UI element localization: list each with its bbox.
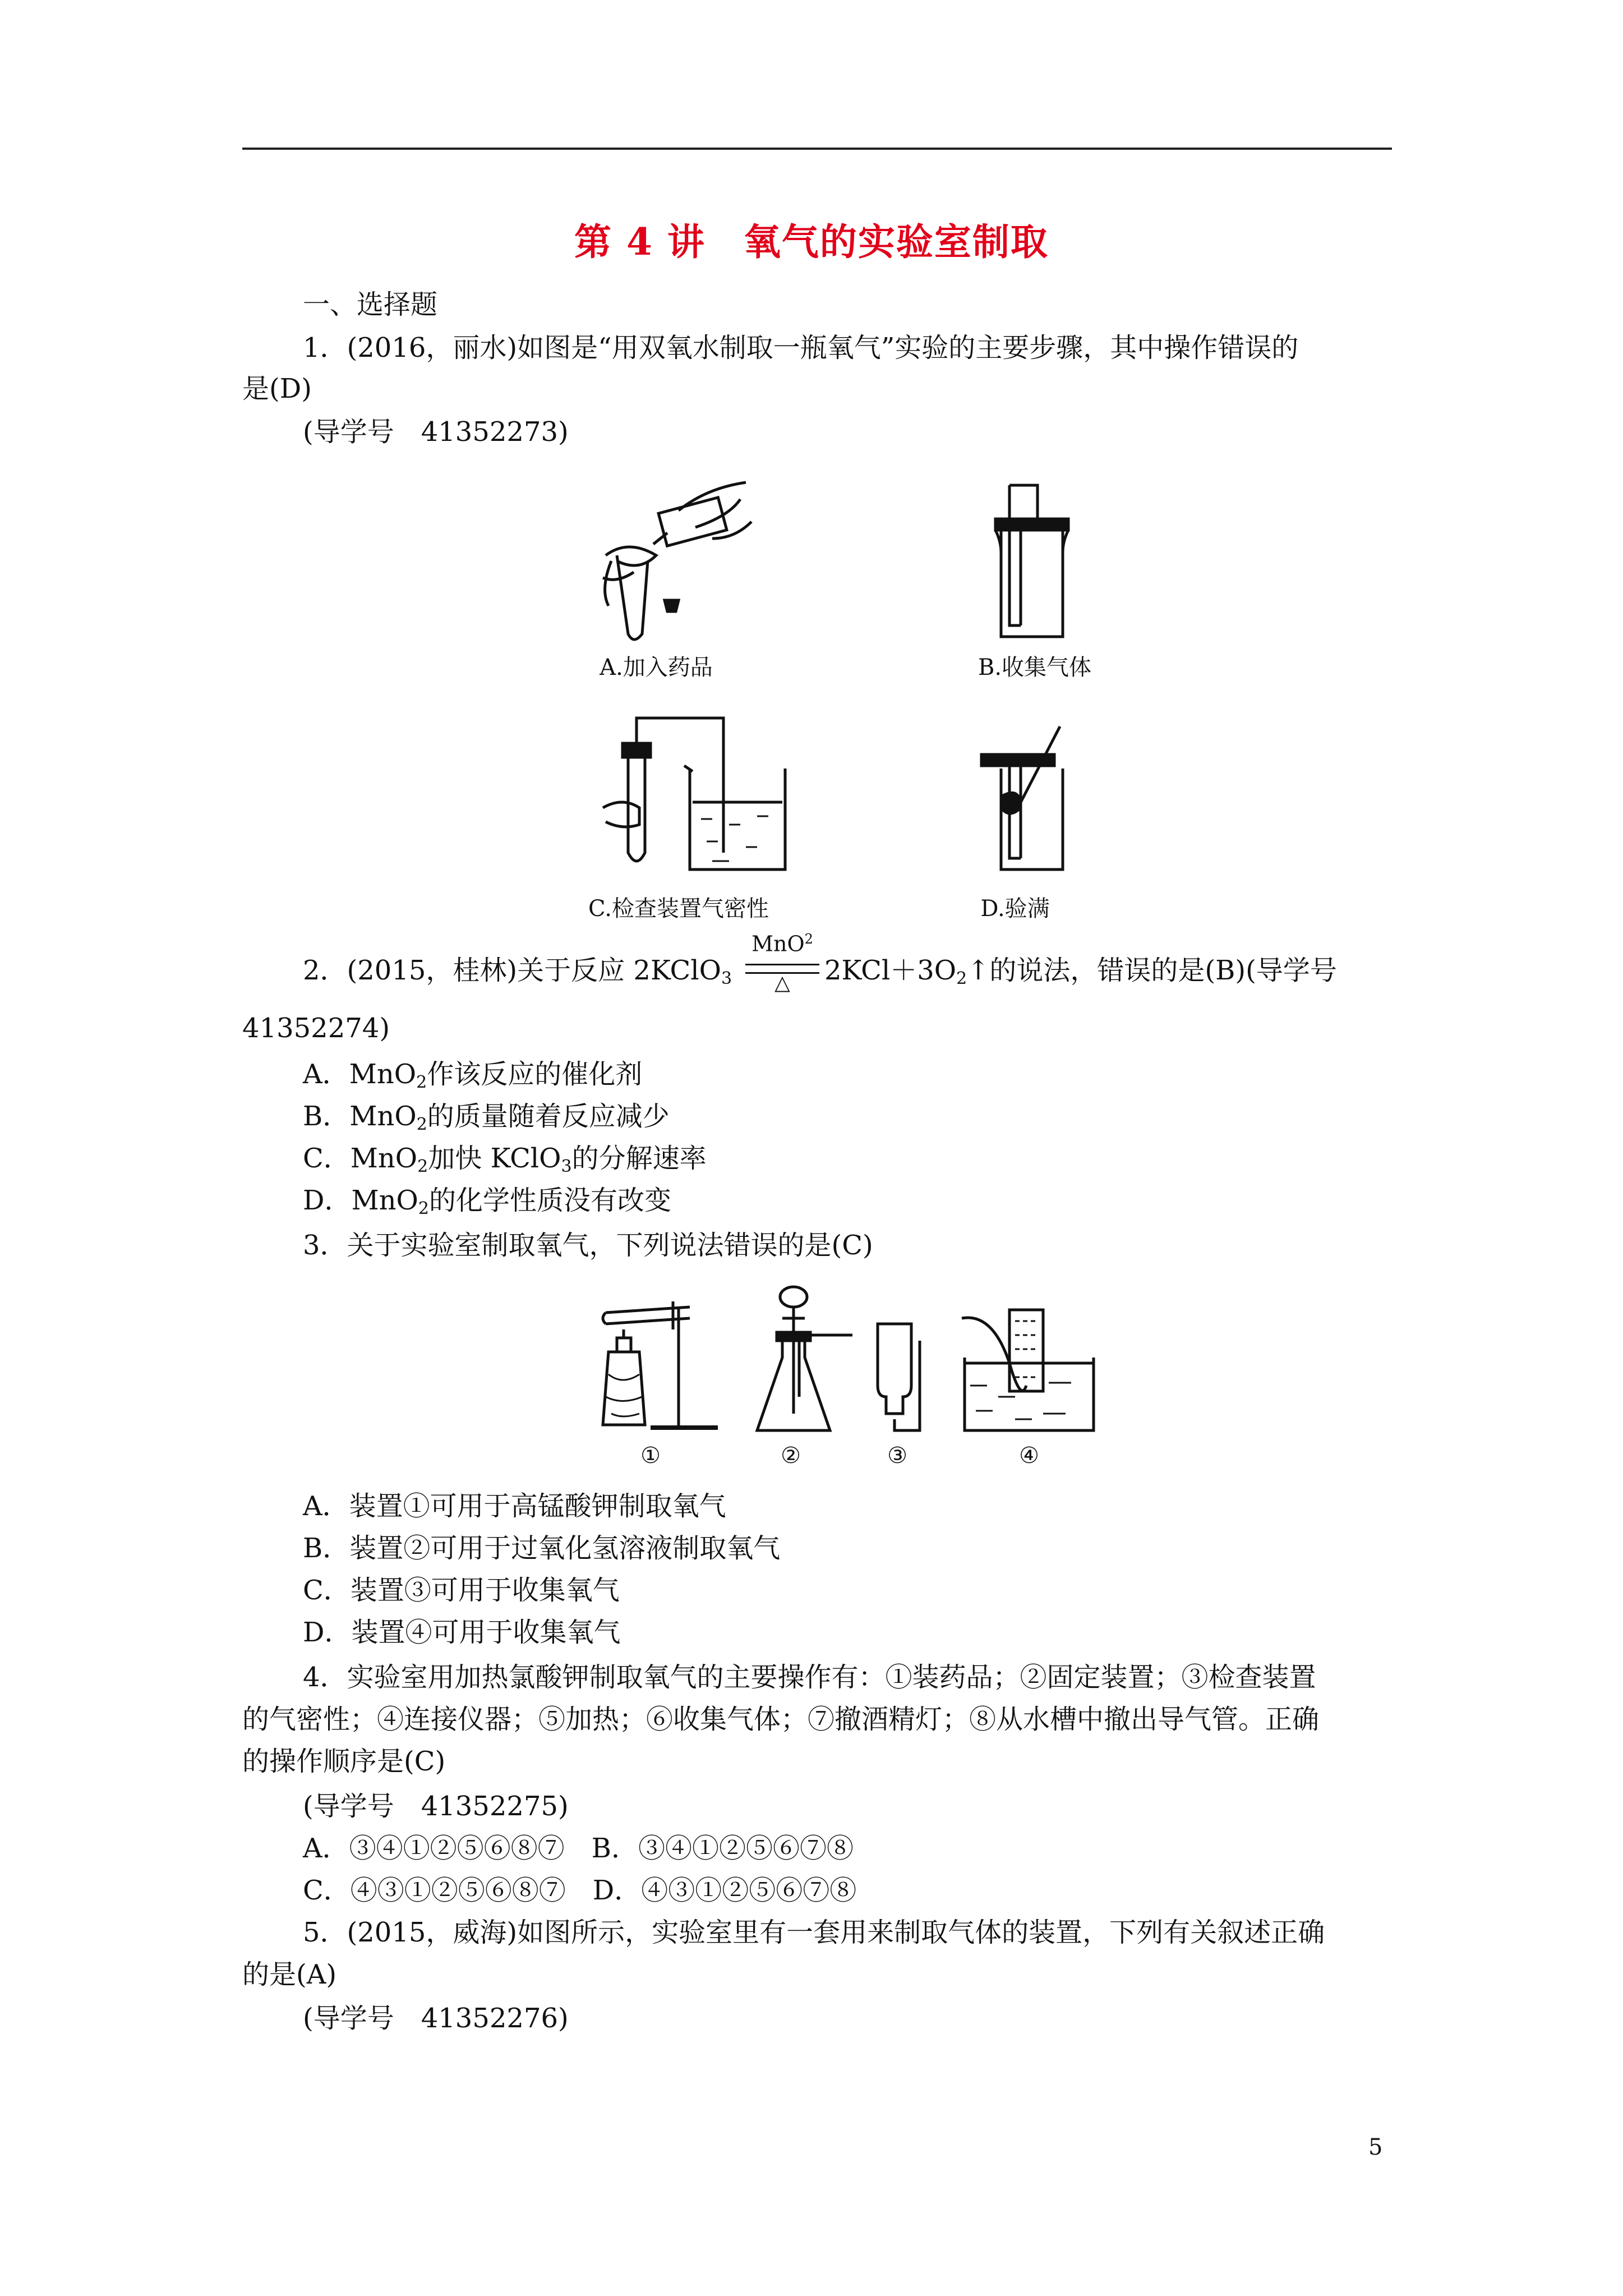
header-rule	[242, 148, 1392, 150]
figure-d-checking-full	[976, 724, 1088, 881]
q5-guide-number: (导学号 41352276)	[303, 2003, 569, 2034]
reaction-condition	[743, 931, 822, 999]
apparatus-3-bottle	[872, 1318, 928, 1436]
q3-option-b: B．装置②可用于过氧化氢溶液制取氧气	[303, 1533, 781, 1564]
heat-symbol: △	[774, 972, 790, 995]
q3-option-c: C．装置③可用于收集氧气	[303, 1575, 620, 1606]
q2-stem-prefix: 2．(2015，桂林)关于反应 2KClO$_3$	[303, 955, 732, 988]
q4-stem-line1: 4．实验室用加热氯酸钾制取氧气的主要操作有：①装药品；②固定装置；③检查装置	[303, 1662, 1316, 1693]
q4-stem-line2: 的气密性；④连接仪器；⑤加热；⑥收集气体；⑦撤酒精灯；⑧从水槽中撤出导气管。正确	[242, 1704, 1320, 1735]
q2-option-c: C．MnO$_2$加快 KClO$_3$的分解速率	[303, 1143, 707, 1176]
q2-option-a: A．MnO$_2$作该反应的催化剂	[303, 1059, 643, 1092]
q3-option-d: D．装置④可用于收集氧气	[303, 1617, 621, 1648]
q3-stem: 3．关于实验室制取氧气，下列说法错误的是(C)	[303, 1230, 873, 1261]
q2-stem-suffix: $2KCl+3O_2↑$的说法，错误的是(B)(导学号	[824, 955, 1337, 988]
q3-option-a: A．装置①可用于高锰酸钾制取氧气	[303, 1490, 726, 1522]
q5-stem-line1: 5．(2015，威海)如图所示，实验室里有一套用来制取气体的装置，下列有关叙述正确	[303, 1917, 1325, 1948]
apparatus-4-label: ④	[1019, 1443, 1039, 1469]
apparatus-2-flask	[751, 1285, 858, 1436]
figure-c-caption: C.检查装置气密性	[588, 896, 769, 922]
apparatus-1-label: ①	[640, 1443, 661, 1469]
q2-guide-number: 41352274)	[242, 1013, 390, 1044]
figure-a-adding-reagent	[594, 477, 763, 645]
q1-stem-line2: 是(D)	[242, 373, 312, 404]
figure-b-caption: B.收集气体	[978, 655, 1092, 680]
q2-option-b: B．MnO$_2$的质量随着反应减少	[303, 1101, 670, 1134]
q1-stem-line1: 1．(2016，丽水)如图是“用双氧水制取一瓶氧气”实验的主要步骤，其中操作错误的	[303, 332, 1299, 364]
page-number: 5	[1368, 2134, 1383, 2160]
figure-a-caption: A.加入药品	[600, 655, 713, 680]
catalyst-label: MnO$^2$	[751, 931, 813, 956]
apparatus-4-water-trough	[959, 1307, 1105, 1436]
q2-option-d: D．MnO$_2$的化学性质没有改变	[303, 1185, 672, 1218]
apparatus-2-label: ②	[781, 1443, 801, 1469]
figure-d-caption: D.验满	[980, 896, 1050, 922]
q5-stem-line2: 的是(A)	[242, 1959, 337, 1990]
q4-stem-line3: 的操作顺序是(C)	[242, 1746, 446, 1777]
section-heading: 一、选择题	[303, 289, 438, 320]
page-title: 第 4 讲 氧气的实验室制取	[574, 220, 1049, 264]
q1-guide-number: (导学号 41352273)	[303, 416, 569, 448]
q4-guide-number: (导学号 41352275)	[303, 1791, 569, 1822]
q4-options-ab: A．③④①②⑤⑥⑧⑦ B．③④①②⑤⑥⑦⑧	[303, 1833, 854, 1864]
apparatus-3-label: ③	[887, 1443, 907, 1469]
figure-c-airtightness-check	[600, 712, 858, 881]
figure-b-collecting-gas	[976, 480, 1088, 642]
apparatus-1-heating	[600, 1285, 735, 1436]
q4-options-cd: C．④③①②⑤⑥⑧⑦ D．④③①②⑤⑥⑦⑧	[303, 1875, 857, 1906]
